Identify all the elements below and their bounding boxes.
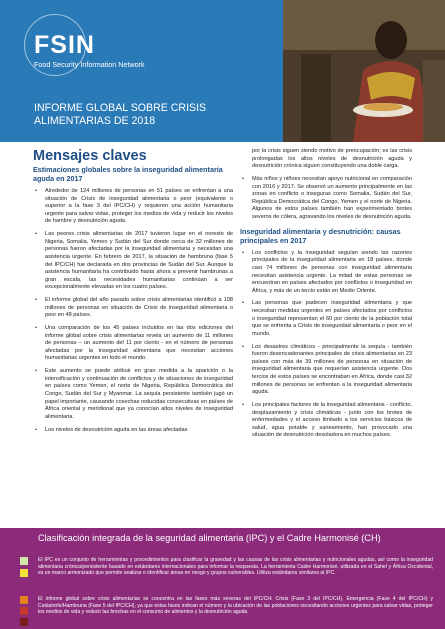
- right-column: [240, 148, 412, 445]
- left-bullet-1: • Alrededor de 124 millones de personas en 51 países se enfrentan a una situación de Crisis de inseguridad alimentaria o peor (equivalente o superior a la fase 3 del IPC/CH) y requieren una acción humanitaria urgente para salvar vidas, proteger los medios de vida y reducir los niveles de hambre y desnutrición aguda.: [33, 188, 233, 226]
- right-bullet-4: • Los principales factores de la inseguridad alimentaria - conflicto, desplazamiento y crisis climáticas - junto con los brotes de enfermedades y el acceso limitado a los servicios básicos de salud, agua potable y saneamiento, han provocado una situación de desnutrición desoladora en muchos países.: [240, 402, 412, 440]
- right-bullet-1: • Los conflictos y la inseguridad seguían siendo las razones principales de la inseguridad alimentaria en 18 países, donde casi 74 millones de personas con inseguridad alimentaria necesitan asistencia urgente. La mitad de estas personas se encuentran en países afectados por conflictos o inseguridad en África, y más de un tercio están en Medio Oriente.: [240, 250, 412, 296]
- ipc-band-paragraph-2: El informe global sobre crisis alimentarias se concentra en las fases más severas del IPC/CH: Crisis (Fase 3 del IPC/CH), Emergencia (Fase 4 del IPC/CH) y Catástrofe/Hambruna (Fase 5 del IPC/CH), ya que estas fases indican el número y la ubicación de las poblaciones necesitando acciones urgentes para salvar vidas, proteger los medios de vida y reducir las brechas en el consumo de alimentos y la desnutrición aguda.: [38, 596, 433, 616]
- left-bullet-6: • Los niveles de desnutrición aguda en las áreas afectadas: [33, 427, 233, 435]
- phase-swatch-1: [20, 557, 28, 565]
- left-bullet-5: • Este aumento se puede atribuir en gran medida a la aparición o la intensificación y continuación de conflictos y de situaciones de inseguridad en países como Yemen, el norte de Nigeria, República Democrática del Congo, Sudán del Sur y Myanmar. La sequía persistente también jugó un papel importante, causando cosechas reducidas consecutivas en países de África oriental y meridional que ya conocían altos niveles de inseguridad alimentaria.: [33, 368, 233, 421]
- left-bullet-4: • Una comparación de los 45 países incluidos en las dos ediciones del informe global sobre crisis alimentarias revela un aumento de 11 millones de personas – un aumento del 11 por ciento - en el número de personas afectadas por la inseguridad alimentaria que necesitan acciones humanitarias urgentes en todo el mundo.: [33, 325, 233, 363]
- document-title-line-1: INFORME GLOBAL SOBRE CRISIS: [34, 102, 207, 114]
- logo-subtitle: Food Security Information Network: [34, 60, 145, 69]
- logo-text: FSIN: [34, 31, 95, 59]
- ipc-band-paragraph-1: El IPC es un conjunto de herramientas y procedimientos para clasificar la gravedad y las causas de las crisis alimentarias y nutricionales agudas, así como la inseguridad alimentaria crónica/persistente basado en estándares internacionales para informar la respuesta. La herramienta Cadre Harmonisé, utilizada en el Sahel y África Occidental, es un marco armonizado que permite analizar e identificar áreas en riesgo y grupos vulnerables. Utiliza estándares similares al IPC.: [38, 557, 433, 577]
- key-messages-heading: Mensajes claves: [33, 148, 147, 164]
- right-continuation: por la crisis siguen siendo motivo de preocupación; es las crisis prolongadas los altos niveles de desnutrición aguda y desnutrición crónica siguen constituyendo una doble carga.: [252, 148, 412, 170]
- header-photo: [283, 0, 445, 142]
- phase-swatch-4: [20, 607, 28, 615]
- right-bullet-2: • Las personas que padecen inseguridad alimentaria y que necesitan medidas urgentes en países afectados por conflictos o inseguridad representan el 60 por ciento de la población total que se enfrenta a Crisis de inseguridad alimentaria o peor en el mundo.: [240, 300, 412, 338]
- left-bullet-list: [33, 188, 233, 434]
- right-bullet-3: • Los desastres climáticos - principalmente la sequía - también fueron desencadenantes principales de crisis alimentarias en 23 países con más de 39 millones de personas en situación de inseguridad alimentaria que requerían asistencia urgente. Dos tercios de estos países se encontraban en África, donde casi 32 millones de personas se enfrentan a la inseguridad alimentaria aguda.: [240, 344, 412, 397]
- left-column: [33, 165, 233, 439]
- right-bullet-list-b: [240, 250, 412, 440]
- left-bullet-3: • El informe global del año pasado sobre crisis alimentarias identificó a 108 millones de personas en situación de Crisis de inseguridad alimentaria o peor en 48 países.: [33, 297, 233, 320]
- phase-swatch-2: [20, 569, 28, 577]
- right-subheading: Inseguridad alimentaria y desnutrición: causas principales en 2017: [240, 226, 401, 245]
- phase-swatch-5: [20, 618, 28, 626]
- right-bullet-a: • Más niños y niñoes necesitan apoyo nutricional en comparación con 2016 y 2017. Se observó un aumento principalmente en las zonas en conflicto o inseguras como Somalia, Sudán del Sur, República Democrática del Congo, Yemen y el norte de Nigeria. Algunos de estos países también han experimentado brotes severos de cólera, agravando los niveles de desnutrición aguda.: [240, 176, 412, 222]
- right-bullet-list-a: [240, 176, 412, 222]
- document-title: [34, 102, 274, 128]
- left-subheading: Estimaciones globales sobre la inseguridad alimentaria aguda en 2017: [33, 165, 223, 183]
- ipc-band-title: Clasificación integrada de la seguridad alimentaria (IPC) y el Cadre Harmonisé (CH): [38, 533, 381, 543]
- document-title-line-2: ALIMENTARIAS DE 2018: [34, 115, 156, 127]
- phase-swatch-3: [20, 596, 28, 604]
- left-bullet-2: • Las peores crisis alimentarias de 2017 tuvieron lugar en el noreste de Nigeria, Somalia, Yemen y Sudán del Sur donde cerca de 32 millones de personas fueron afectadas por la inseguridad alimentaria y necesitan una asistencia urgente. En febrero de 2017, la situación de hambruna (fase 5 del IPC/CH) fue declarada en dos provincias de Sudán del Sur. Aunque la asistencia humanitaria ha contribuido hasta ahora a prevenir hambrunas a gran escala, las necesidades humanitarias continúan a ser excepcionalmente elevadas en los cuatro países.: [33, 231, 233, 292]
